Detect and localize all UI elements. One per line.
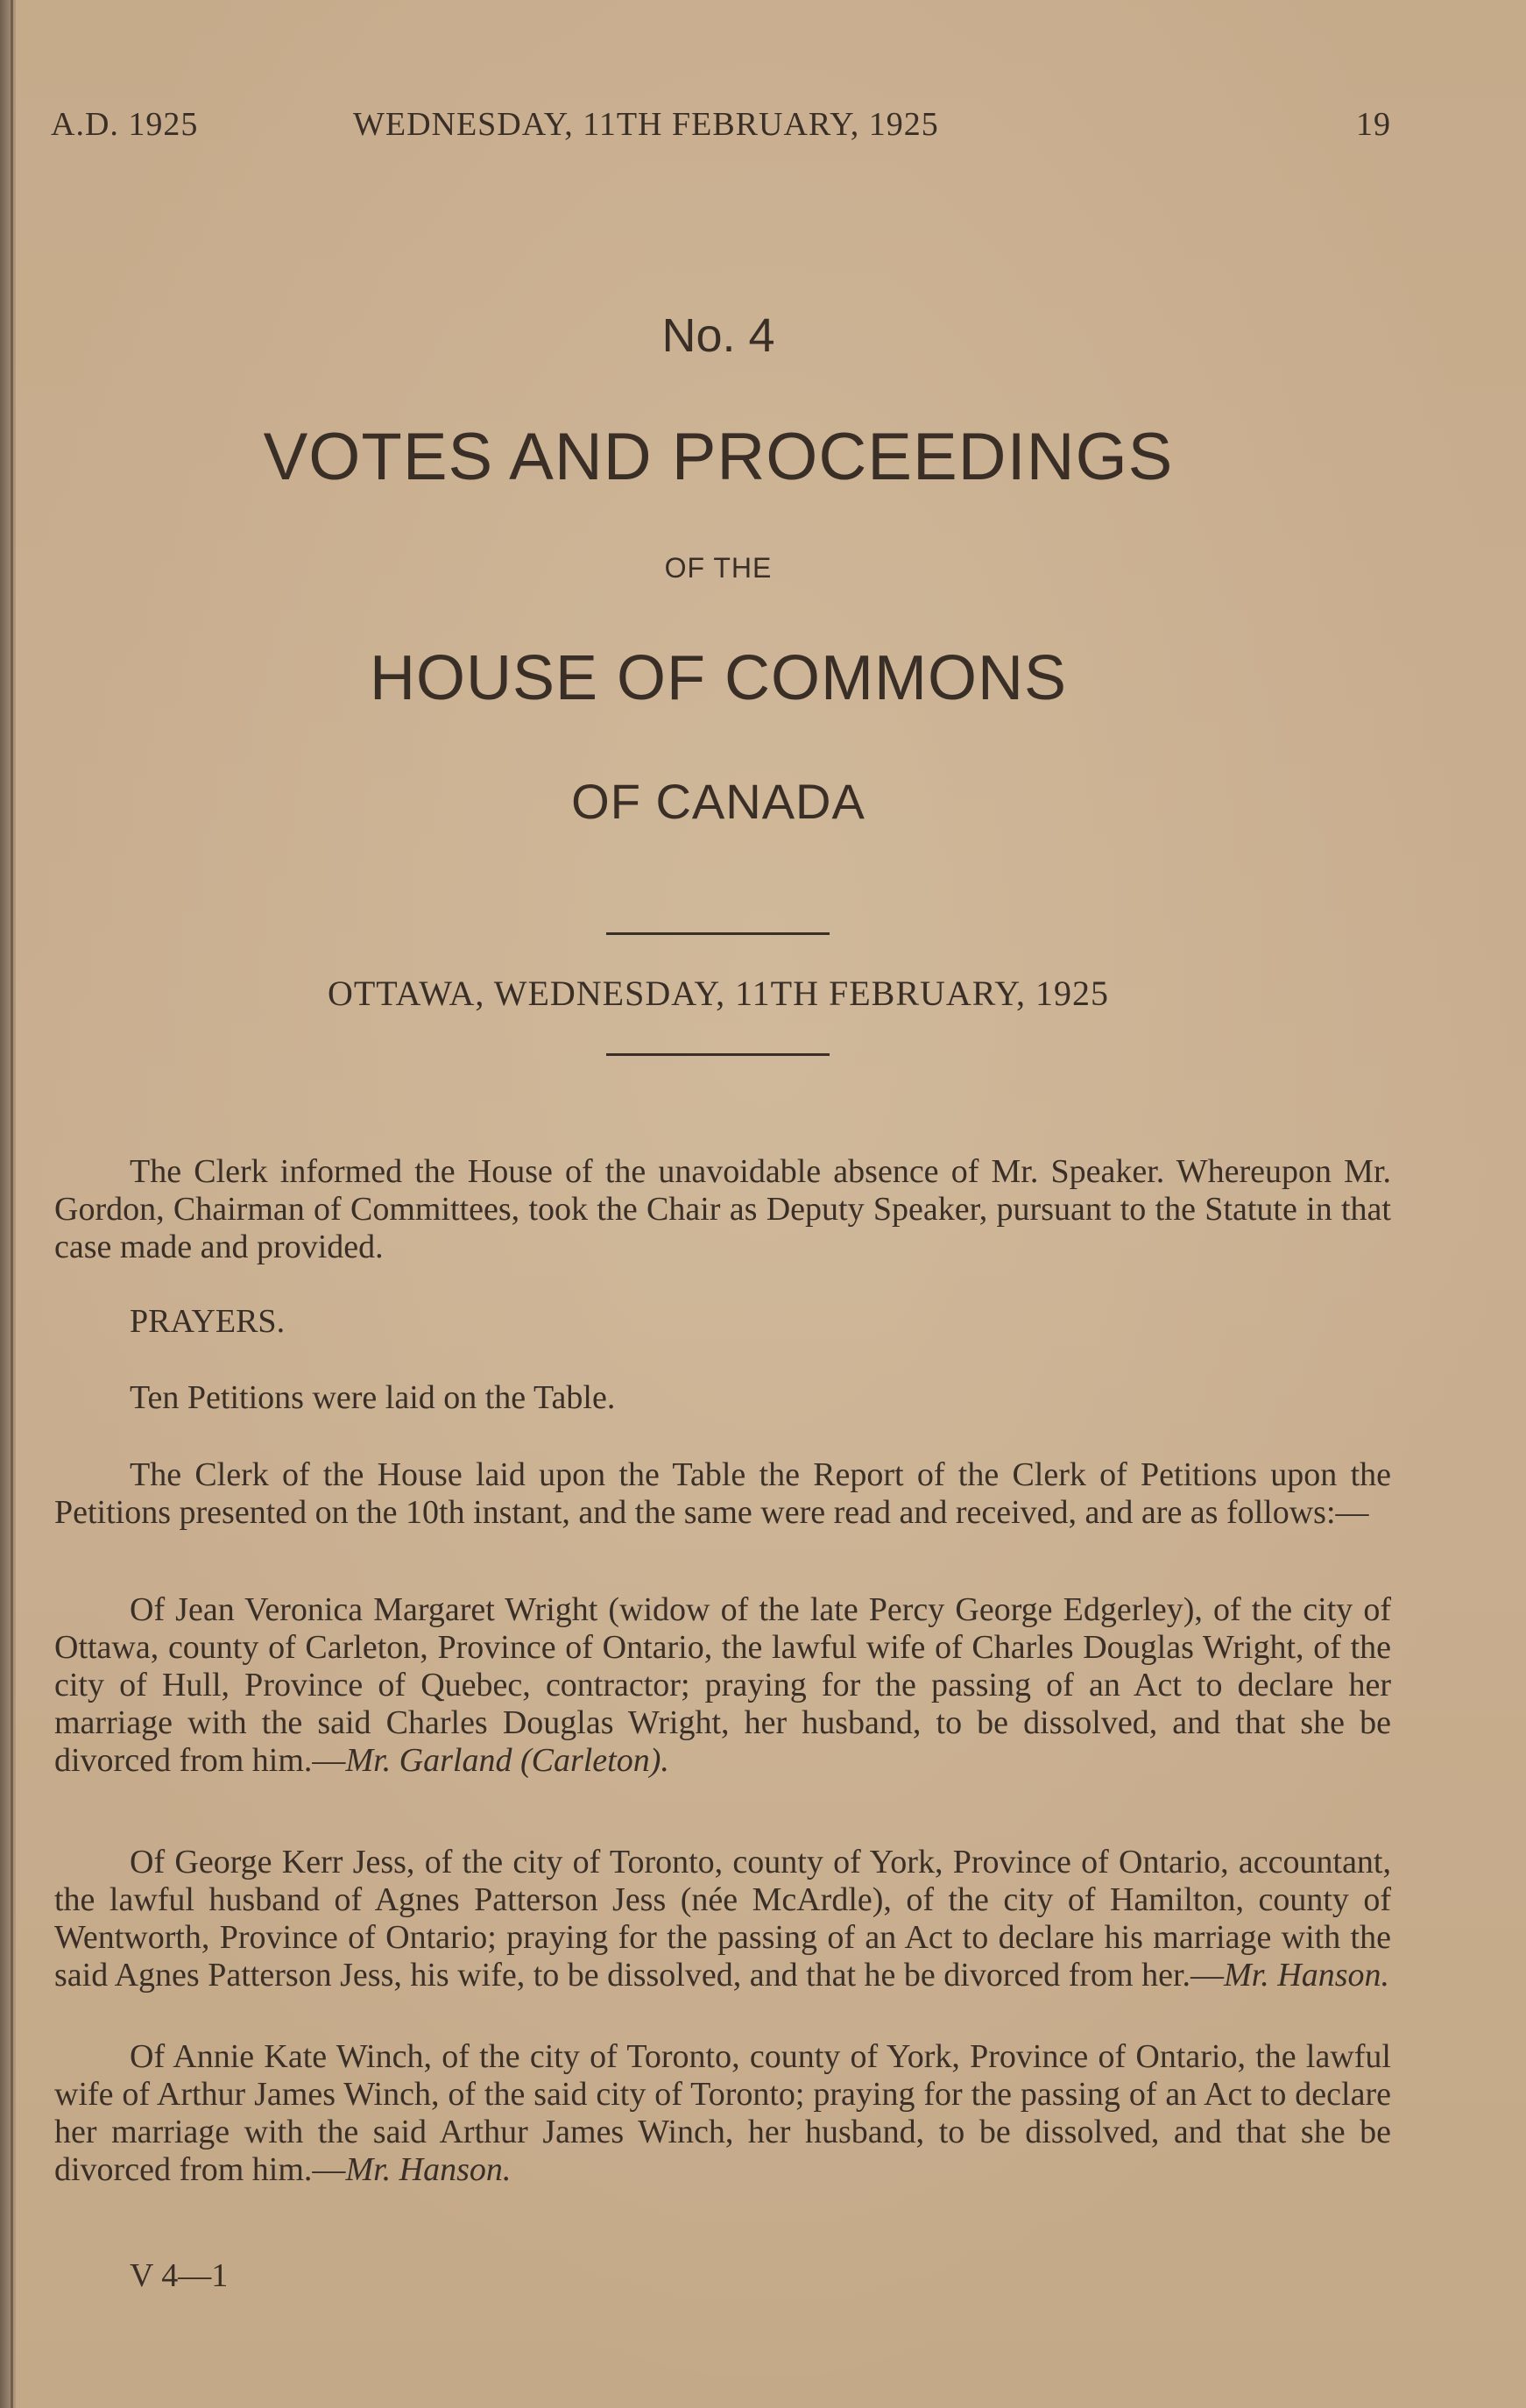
paragraph-prayers	[54, 1303, 1391, 1341]
running-header	[51, 105, 1391, 149]
paragraph-text: PRAYERS.	[130, 1303, 286, 1340]
header-year: A.D. 1925	[51, 106, 199, 143]
petition-item	[54, 2038, 1391, 2189]
issue-number: No. 4	[661, 309, 775, 362]
house-title: HOUSE OF COMMONS	[369, 643, 1067, 713]
country-title: OF CANADA	[571, 774, 865, 829]
paragraph-clerk-report	[54, 1456, 1391, 1532]
petition-text: Of Jean Veronica Margaret Wright (widow of the late Percy George Edgerley), of the city of Ottawa, county of Carleton, Province of Ontario, the lawful wife of Charles Douglas Wright, of the city of Hull, Province of Quebec, contractor; praying for the passing of an Act to declare her marriage with the said Charles Douglas Wright, her husband, to be dissolved, and that she be divorced from him.—	[54, 1591, 1391, 1779]
dateline: OTTAWA, WEDNESDAY, 11TH FEBRUARY, 1925	[327, 974, 1110, 1013]
petition-item	[54, 1591, 1391, 1780]
petition-member: Mr. Garland (Carleton).	[345, 1742, 669, 1779]
title-connector: OF THE	[664, 552, 773, 584]
page-title: VOTES AND PROCEEDINGS	[263, 420, 1174, 494]
divider-bottom	[606, 1053, 830, 1056]
petition-item	[54, 1844, 1391, 1994]
petition-text: Of Annie Kate Winch, of the city of Toronto, county of York, Province of Ontario, the lawful wife of Arthur James Winch, of the said city of Toronto; praying for the passing of an Act to declare her marriage with the said Arthur James Winch, her husband, to be dissolved, and that she be divorced from him.—	[54, 2038, 1391, 2188]
header-date: WEDNESDAY, 11TH FEBRUARY, 1925	[353, 106, 939, 143]
divider-top	[606, 932, 830, 935]
paragraph-petitions-laid	[54, 1379, 1391, 1417]
printer-signature-mark: V 4—1	[130, 2257, 229, 2294]
page-number: 19	[1356, 106, 1391, 143]
paragraph-speaker-absence	[54, 1153, 1391, 1266]
petition-member: Mr. Hanson.	[1224, 1957, 1389, 1994]
paragraph-text: Ten Petitions were laid on the Table.	[130, 1379, 616, 1416]
paragraph-text: The Clerk informed the House of the unavoidable absence of Mr. Speaker. Whereupon Mr. Gordon, Chairman of Committees, took the Chair as Deputy Speaker, pursuant to the Statute in that case made and provided.	[54, 1153, 1391, 1265]
paragraph-text: The Clerk of the House laid upon the Table the Report of the Clerk of Petitions upon the Petitions presented on the 10th instant, and the same were read and received, and are as follows:—	[54, 1456, 1391, 1531]
petition-text: Of George Kerr Jess, of the city of Toronto, county of York, Province of Ontario, accountant, the lawful husband of Agnes Patterson Jess (née McArdle), of the city of Hamilton, county of Wentworth, Province of Ontario; praying for the passing of an Act to declare his marriage with the said Agnes Patterson Jess, his wife, to be dissolved, and that he be divorced from her.—	[54, 1844, 1391, 1994]
petition-member: Mr. Hanson.	[345, 2151, 512, 2188]
